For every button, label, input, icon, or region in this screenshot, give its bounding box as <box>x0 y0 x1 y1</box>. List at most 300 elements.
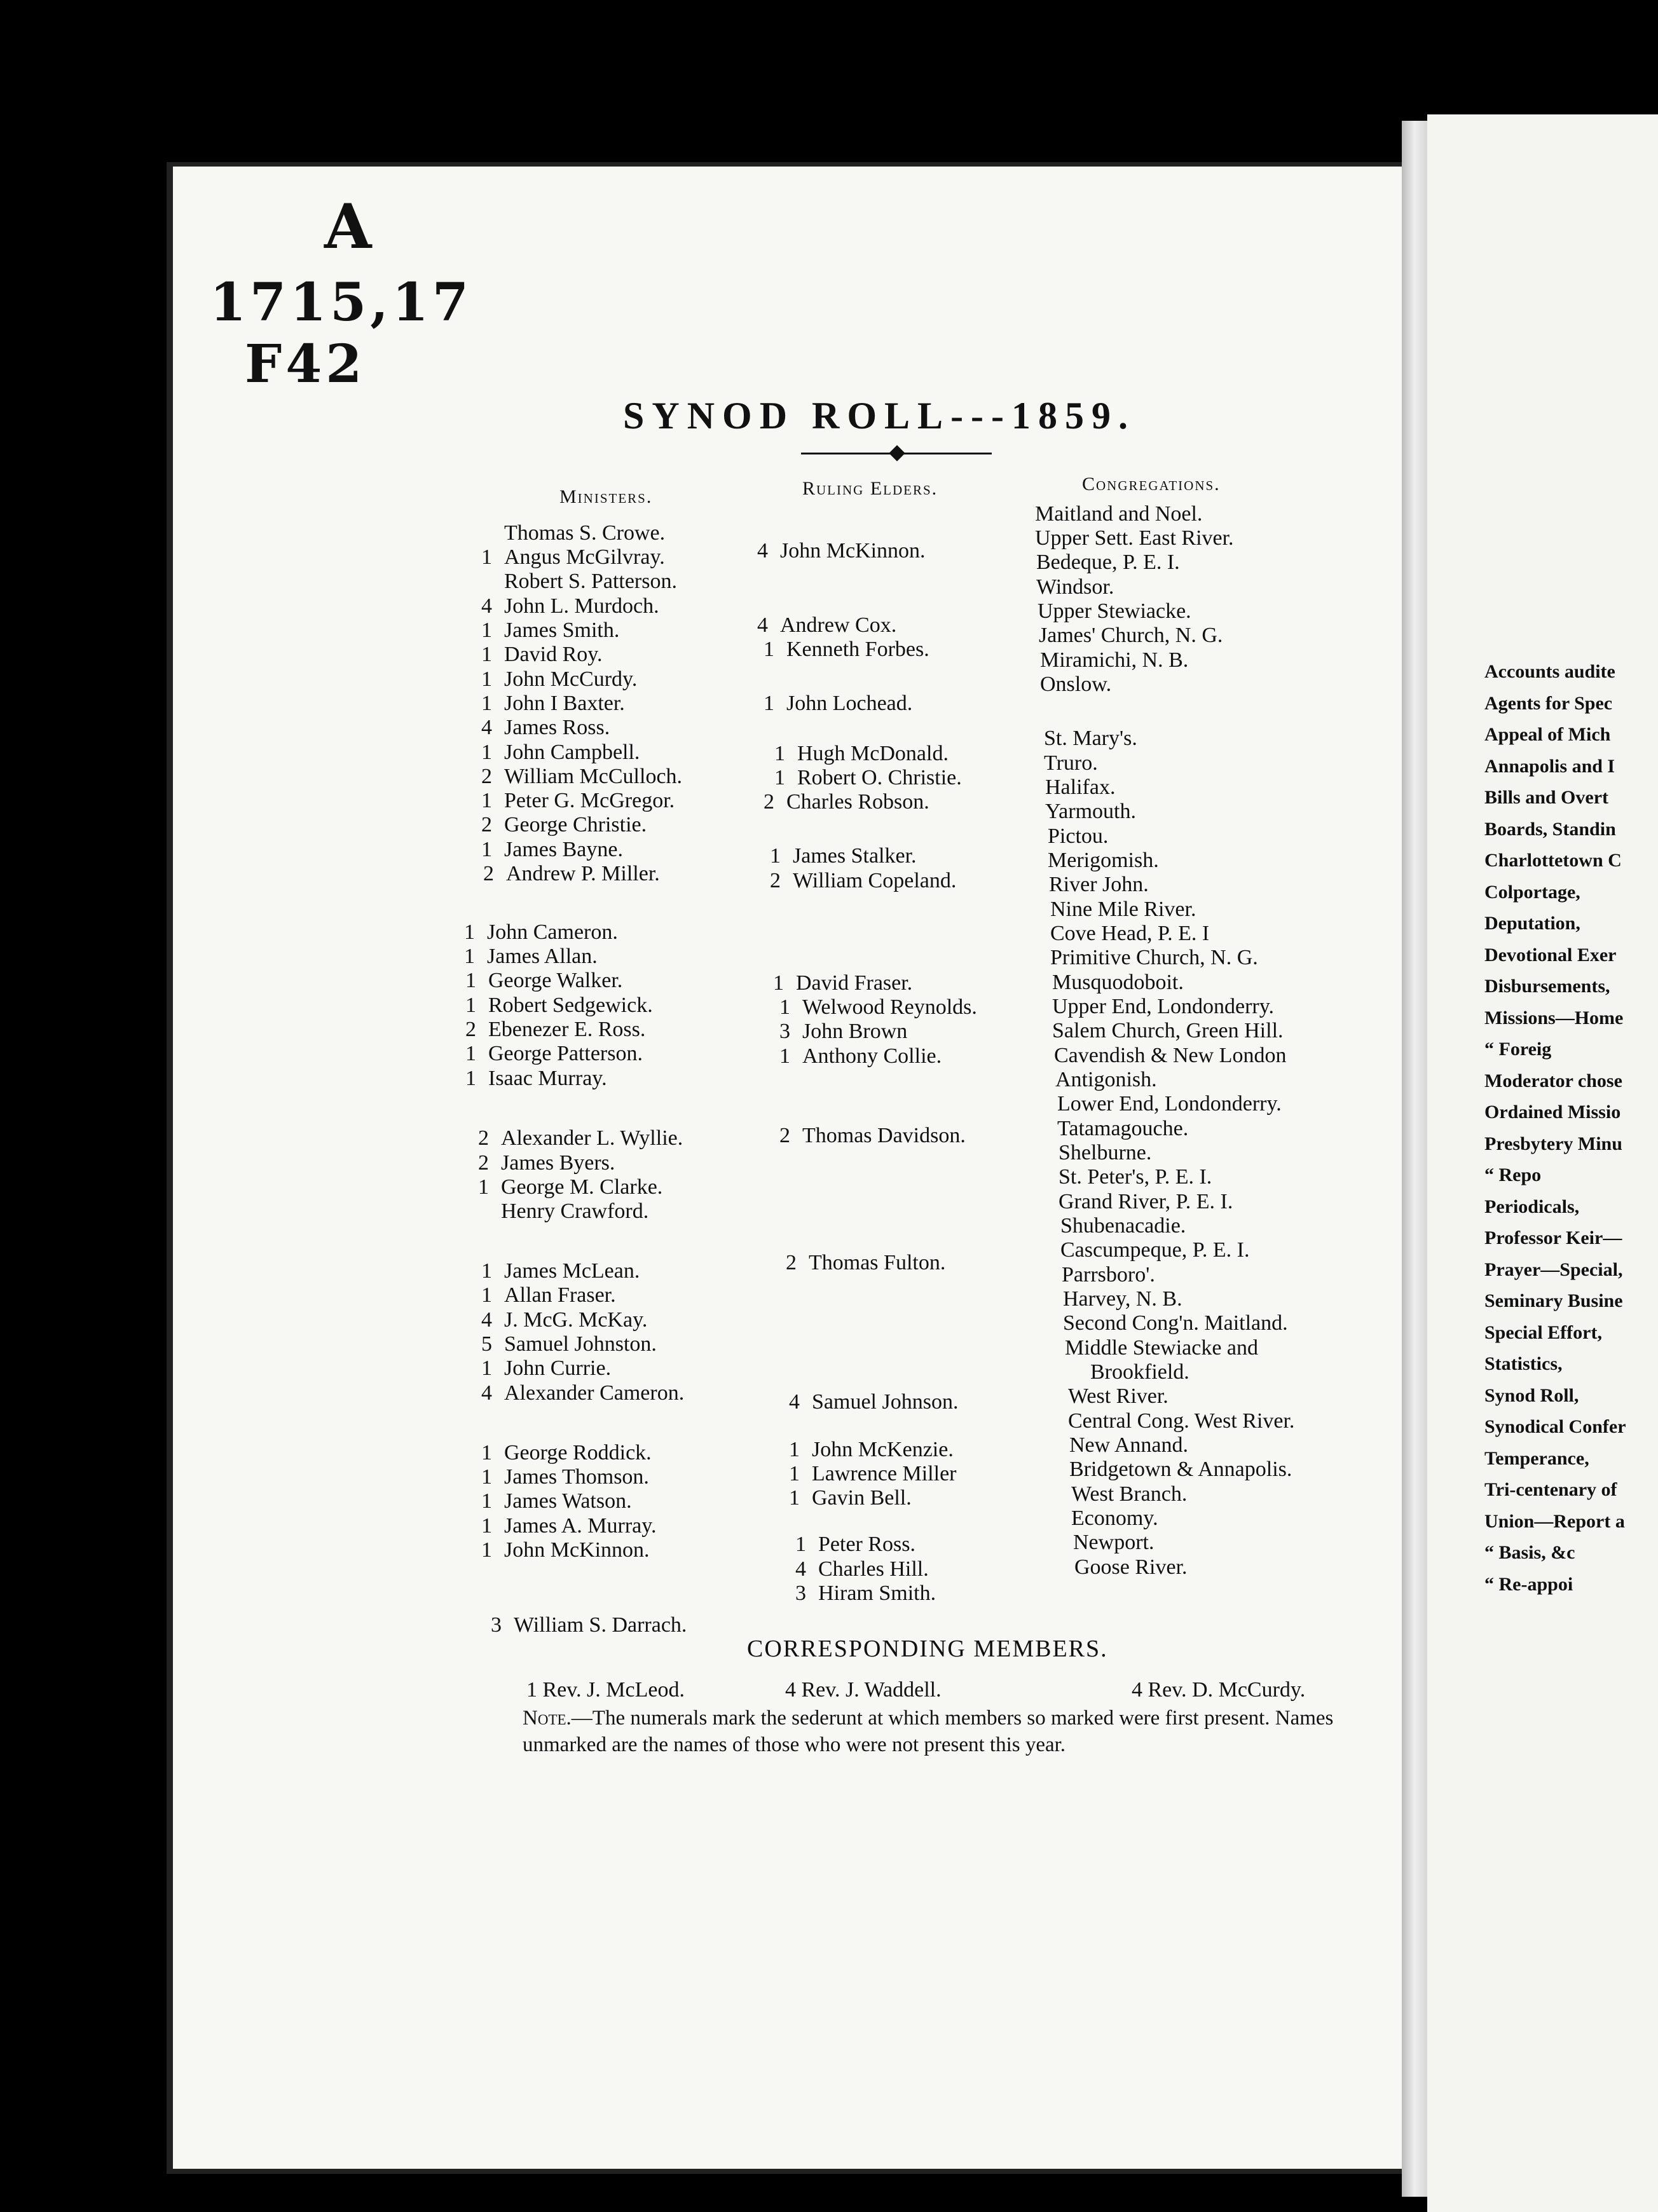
sederunt-number: 2 <box>465 1018 476 1041</box>
elder-entry-text: James Stalker. <box>793 844 917 868</box>
minister-entry <box>481 570 677 594</box>
congregation-entry-text: Harvey, N. B. <box>1063 1287 1182 1311</box>
congregation-entry-text: Halifax. <box>1045 775 1116 799</box>
minister-entry <box>481 1332 657 1356</box>
sederunt-number: 5 <box>481 1332 492 1356</box>
congregation-entry-text: New Annand. <box>1069 1433 1188 1457</box>
index-entry: Deputation, <box>1484 913 1580 934</box>
sederunt-number: 1 <box>481 643 492 666</box>
index-entry: “ Basis, &c <box>1484 1542 1575 1563</box>
congregations-header: Congregations. <box>1082 474 1221 495</box>
congregation-entry-text: Yarmouth. <box>1045 800 1136 823</box>
index-entry: Annapolis and I <box>1484 755 1615 777</box>
minister-entry-text: William S. Darrach. <box>514 1613 687 1637</box>
sederunt-number: 2 <box>478 1151 489 1175</box>
elder-entry-text: Kenneth Forbes. <box>786 638 929 661</box>
minister-entry <box>481 1489 632 1513</box>
congregation-entry-text: Second Cong'n. Maitland. <box>1063 1311 1288 1335</box>
congregation-entry-text: Primitive Church, N. G. <box>1050 946 1258 969</box>
sederunt-number: 1 <box>481 545 492 569</box>
minister-entry-text: James Ross. <box>504 716 610 739</box>
sederunt-number: 1 <box>764 638 774 661</box>
elder-entry-text: Thomas Fulton. <box>809 1251 946 1274</box>
sederunt-number: 1 <box>789 1462 800 1485</box>
congregation-entry <box>1035 502 1202 526</box>
sederunt-number: 1 <box>795 1533 806 1556</box>
sederunt-number: 4 <box>757 613 768 637</box>
congregation-entry <box>1059 1141 1151 1165</box>
sederunt-number: 1 <box>481 1356 492 1380</box>
sederunt-number: 1 <box>481 667 492 691</box>
congregation-entry-text: Cavendish & New London <box>1054 1044 1287 1067</box>
sederunt-number: 1 <box>481 1489 492 1513</box>
elder-entry <box>795 1533 915 1557</box>
congregation-entry <box>1040 672 1111 697</box>
minister-entry <box>481 692 625 716</box>
minister-entry-text: Robert S. Patterson. <box>504 570 677 593</box>
minister-entry-text: George Roddick. <box>504 1441 652 1464</box>
sederunt-number: 1 <box>774 742 785 765</box>
minister-entry <box>481 545 665 570</box>
minister-entry <box>481 1283 616 1307</box>
minister-entry-text: William McCulloch. <box>504 765 683 788</box>
corresponding-member: 4 Rev. J. Waddell. <box>785 1678 942 1702</box>
congregation-entry-text: Newport. <box>1073 1531 1154 1554</box>
minister-entry <box>481 1356 611 1381</box>
sederunt-number: 1 <box>465 1067 476 1090</box>
minister-entry <box>481 618 619 643</box>
index-entry: “ Re-appoi <box>1484 1573 1573 1595</box>
congregation-entry <box>1063 1287 1182 1311</box>
elder-entry-text: Robert O. Christie. <box>797 766 962 789</box>
minister-entry <box>464 920 618 945</box>
index-entry: Boards, Standin <box>1484 818 1616 840</box>
elder-entry <box>764 638 929 662</box>
elder-entry <box>779 1124 966 1148</box>
congregation-entry <box>1057 1092 1282 1116</box>
sederunt-number: 1 <box>465 969 476 992</box>
minister-entry <box>465 1042 643 1066</box>
elder-entry-text: Peter Ross. <box>818 1533 915 1556</box>
congregation-entry-text: Goose River. <box>1074 1555 1188 1579</box>
index-entry: “ Foreig <box>1484 1039 1552 1060</box>
corresponding-member: 1 Rev. J. McLeod. <box>526 1678 685 1702</box>
minister-entry <box>481 1465 649 1489</box>
congregation-entry-text: Maitland and Noel. <box>1035 502 1203 526</box>
sederunt-number: 1 <box>764 692 774 715</box>
index-entry: Bills and Overt <box>1484 787 1609 808</box>
congregation-entry-text: Truro. <box>1044 751 1098 775</box>
minister-entry-text: Allan Fraser. <box>504 1283 616 1307</box>
congregation-entry <box>1068 1409 1294 1433</box>
sederunt-number: 4 <box>481 716 492 739</box>
minister-entry-text: George M. Clarke. <box>501 1175 663 1199</box>
minister-entry <box>481 838 623 862</box>
congregation-entry-text: Grand River, P. E. I. <box>1059 1190 1233 1213</box>
elder-entry <box>786 1251 945 1275</box>
elder-entry <box>764 790 929 814</box>
sederunt-number: 4 <box>795 1557 806 1581</box>
sederunt-number: 4 <box>757 539 768 563</box>
sederunt-number: 1 <box>481 838 492 861</box>
minister-entry-text: John Cameron. <box>487 920 618 944</box>
congregation-entry <box>1074 1555 1188 1580</box>
congregation-entry-text: James' Church, N. G. <box>1039 624 1223 647</box>
elder-entry <box>779 995 977 1020</box>
congregation-entry <box>1052 1019 1284 1043</box>
elder-entry-text: Lawrence Miller <box>812 1462 957 1485</box>
library-stamp-number: 1715,17 <box>210 272 472 333</box>
minister-entry-text: James Smith. <box>504 618 620 642</box>
congregation-entry-text: West Branch. <box>1071 1482 1188 1506</box>
minister-entry <box>464 945 598 969</box>
elders-header: Ruling Elders. <box>802 478 938 499</box>
minister-entry-text: James A. Murray. <box>504 1514 657 1538</box>
elder-entry <box>789 1462 957 1486</box>
sederunt-number: 2 <box>770 869 781 892</box>
congregation-entry <box>1050 946 1258 970</box>
index-entry: Moderator chose <box>1484 1070 1622 1091</box>
library-stamp-code: F42 <box>245 334 366 395</box>
sederunt-number: 3 <box>795 1581 806 1605</box>
minister-entry <box>481 716 610 740</box>
sederunt-number: 4 <box>789 1390 800 1414</box>
elder-entry <box>795 1557 929 1581</box>
elder-entry <box>789 1438 954 1462</box>
minister-entry <box>465 993 653 1018</box>
sederunt-number: 1 <box>465 993 476 1017</box>
sederunt-number: 3 <box>491 1613 502 1637</box>
sederunt-number: 2 <box>764 790 774 814</box>
sederunt-number: 1 <box>481 1283 492 1307</box>
ministers-header: Ministers. <box>559 486 653 507</box>
elder-entry-text: John Lochead. <box>786 692 913 715</box>
elder-entry-text: Hugh McDonald. <box>797 742 949 765</box>
congregation-entry-text: Bridgetown & Annapolis. <box>1069 1458 1292 1481</box>
congregation-entry <box>1062 1263 1155 1287</box>
elder-entry <box>774 742 949 766</box>
minister-entry-text: James Byers. <box>501 1151 615 1175</box>
minister-entry <box>465 969 622 993</box>
congregation-entry-text: Upper Stewiacke. <box>1038 599 1191 623</box>
congregation-entry-text: Shelburne. <box>1059 1141 1152 1164</box>
sederunt-number: 4 <box>481 1308 492 1332</box>
elder-entry <box>779 1020 907 1044</box>
index-entry: Disbursements, <box>1484 976 1610 997</box>
congregation-entry <box>1052 995 1274 1019</box>
index-entry: Tri-centenary of <box>1484 1479 1617 1500</box>
minister-entry <box>481 1514 657 1538</box>
footnote <box>523 1705 1362 1758</box>
congregation-entry <box>1060 1238 1249 1262</box>
elder-entry <box>789 1486 912 1510</box>
sederunt-number: 1 <box>464 920 475 944</box>
congregation-entry <box>1038 599 1191 624</box>
congregation-entry <box>1048 824 1108 849</box>
congregation-entry <box>1048 849 1159 873</box>
congregation-entry <box>1054 1044 1286 1068</box>
congregation-entry <box>1069 1433 1188 1458</box>
minister-entry <box>481 1381 684 1405</box>
congregation-entry <box>1060 1214 1186 1238</box>
congregation-entry-text: Brookfield. <box>1090 1360 1189 1384</box>
elder-entry-text: David Fraser. <box>796 971 913 995</box>
index-entry: Accounts audite <box>1484 661 1615 682</box>
minister-entry <box>481 1308 647 1332</box>
minister-entry-text: Peter G. McGregor. <box>504 789 675 812</box>
elder-entry <box>770 844 917 868</box>
congregation-entry-text: St. Mary's. <box>1044 727 1137 750</box>
minister-entry <box>491 1613 687 1637</box>
sederunt-number: 1 <box>481 1465 492 1489</box>
sederunt-number: 4 <box>481 594 492 618</box>
congregation-entry <box>1044 727 1137 751</box>
facing-page <box>1427 114 1658 2212</box>
minister-entry-text: James Thomson. <box>504 1465 649 1489</box>
sederunt-number: 1 <box>481 1259 492 1283</box>
congregation-entry-text: Upper End, Londonderry. <box>1052 995 1275 1018</box>
sederunt-number: 1 <box>481 618 492 642</box>
congregation-entry <box>1065 1336 1258 1360</box>
index-entry: Periodicals, <box>1484 1196 1580 1217</box>
elder-entry <box>770 869 956 893</box>
index-entry: Missions—Home <box>1484 1007 1624 1028</box>
elder-entry-text: Samuel Johnson. <box>812 1390 959 1414</box>
sederunt-number: 1 <box>481 1514 492 1538</box>
congregation-entry <box>1057 1117 1188 1141</box>
sederunt-number: 4 <box>481 1381 492 1405</box>
sederunt-number: 3 <box>779 1020 790 1043</box>
elder-entry-text: Anthony Collie. <box>802 1044 942 1068</box>
document-page <box>173 167 1419 2169</box>
minister-entry <box>481 1259 640 1283</box>
minister-entry-text: James Allan. <box>487 945 598 968</box>
index-entry: Professor Keir— <box>1484 1227 1622 1248</box>
elder-entry-text: Hiram Smith. <box>818 1581 936 1605</box>
elder-entry <box>795 1581 936 1606</box>
congregation-entry <box>1059 1165 1212 1189</box>
minister-entry-text: John L. Murdoch. <box>504 594 659 618</box>
index-entry: Charlottetown C <box>1484 850 1622 871</box>
congregation-entry-text: Middle Stewiacke and <box>1065 1336 1259 1360</box>
minister-entry-text: Ebenezer E. Ross. <box>488 1018 646 1041</box>
congregation-entry <box>1045 800 1136 824</box>
congregation-entry-text: Merigomish. <box>1048 849 1159 872</box>
congregation-entry-text: West River. <box>1068 1384 1168 1408</box>
index-entry: Synod Roll, <box>1484 1384 1579 1406</box>
index-entry: Devotional Exer <box>1484 944 1617 966</box>
elder-entry-text: Welwood Reynolds. <box>802 995 977 1019</box>
congregation-entry <box>1036 550 1180 575</box>
index-entry: Special Effort, <box>1484 1321 1602 1343</box>
congregation-entry-text: Central Cong. West River. <box>1068 1409 1295 1433</box>
sederunt-number: 1 <box>464 945 475 968</box>
sederunt-number: 1 <box>770 844 781 868</box>
library-stamp-letter: A <box>324 191 372 263</box>
page-title: SYNOD ROLL---1859. <box>623 395 1136 437</box>
congregation-entry-text: Nine Mile River. <box>1050 898 1196 921</box>
sederunt-number: 1 <box>773 971 784 995</box>
minister-entry <box>481 789 675 813</box>
congregation-entry <box>1071 1506 1158 1531</box>
congregation-entry-text: Upper Sett. East River. <box>1035 526 1234 550</box>
minister-entry <box>478 1151 615 1175</box>
sederunt-number: 1 <box>789 1438 800 1461</box>
index-entry: Temperance, <box>1484 1447 1589 1469</box>
sederunt-number: 2 <box>483 862 494 885</box>
congregation-entry-text: River John. <box>1049 873 1149 896</box>
sederunt-number: 1 <box>774 766 785 789</box>
minister-entry <box>478 1199 648 1224</box>
sederunt-number: 1 <box>478 1175 489 1199</box>
elder-entry-text: John Brown <box>802 1020 908 1043</box>
minister-entry-text: James McLean. <box>504 1259 640 1283</box>
congregation-entry-text: Miramichi, N. B. <box>1040 648 1189 672</box>
minister-entry-text: George Patterson. <box>488 1042 643 1065</box>
minister-entry <box>481 594 659 618</box>
congregation-entry-text: Antigonish. <box>1055 1068 1157 1091</box>
congregation-entry-text: St. Peter's, P. E. I. <box>1059 1165 1212 1189</box>
minister-entry <box>465 1018 645 1042</box>
minister-entry-text: John McKinnon. <box>504 1538 650 1562</box>
minister-entry-text: John McCurdy. <box>504 667 638 691</box>
minister-entry <box>481 1538 650 1562</box>
minister-entry-text: John Currie. <box>504 1356 612 1380</box>
sederunt-number: 1 <box>481 789 492 812</box>
index-entry: Prayer—Special, <box>1484 1259 1623 1280</box>
elder-entry-text: Gavin Bell. <box>812 1486 912 1510</box>
index-entry: “ Repo <box>1484 1164 1542 1185</box>
index-entry: Presbytery Minu <box>1484 1133 1622 1154</box>
congregation-entry <box>1059 1190 1233 1214</box>
index-entry: Seminary Busine <box>1484 1290 1623 1311</box>
minister-entry-text: J. McG. McKay. <box>504 1308 648 1332</box>
congregation-entry <box>1035 526 1234 550</box>
minister-entry-text: James Bayne. <box>504 838 623 861</box>
sederunt-number: 2 <box>481 765 492 788</box>
sederunt-number: 2 <box>786 1251 797 1274</box>
minister-entry-text: Angus McGilvray. <box>504 545 665 569</box>
minister-entry-text: David Roy. <box>504 643 603 666</box>
elder-entry-text: Charles Robson. <box>786 790 929 814</box>
elder-entry-text: John McKinnon. <box>780 539 926 563</box>
minister-entry <box>478 1126 683 1150</box>
index-entry: Appeal of Mich <box>1484 724 1611 745</box>
congregation-entry-text: Economy. <box>1071 1506 1158 1530</box>
congregation-entry-text: Musquodoboit. <box>1052 971 1184 994</box>
minister-entry <box>481 741 640 765</box>
minister-entry <box>481 765 682 789</box>
sederunt-number: 2 <box>478 1126 489 1150</box>
elder-entry-text: John McKenzie. <box>812 1438 954 1461</box>
index-entry: Agents for Spec <box>1484 692 1613 714</box>
footnote-label: Note. <box>523 1707 572 1730</box>
congregation-entry <box>1071 1482 1187 1506</box>
minister-entry-text: Thomas S. Crowe. <box>504 521 666 545</box>
index-entry: Ordained Missio <box>1484 1102 1621 1123</box>
index-entry: Statistics, <box>1484 1353 1563 1374</box>
minister-entry-text: John I Baxter. <box>504 692 625 715</box>
index-entry: Union—Report a <box>1484 1510 1625 1532</box>
sederunt-number: 1 <box>779 995 790 1019</box>
elder-entry <box>773 971 912 995</box>
minister-entry-text: Samuel Johnston. <box>504 1332 657 1356</box>
sederunt-number: 1 <box>779 1044 790 1068</box>
elder-entry <box>789 1390 958 1414</box>
congregation-entry-text: Onslow. <box>1040 672 1112 696</box>
congregation-entry <box>1040 648 1188 672</box>
minister-entry <box>481 1441 652 1465</box>
congregation-entry-text: Cove Head, P. E. I <box>1050 922 1210 945</box>
congregation-entry <box>1069 1458 1292 1482</box>
congregation-entry <box>1052 971 1184 995</box>
congregation-entry-text: Shubenacadie. <box>1060 1214 1186 1238</box>
congregation-entry <box>1049 873 1149 897</box>
footnote-text: —The numerals mark the sederunt at which members so marked were first present. Names unmarked are the names of those who were not present this year. <box>523 1707 1334 1756</box>
sederunt-number: 1 <box>481 1441 492 1464</box>
minister-entry <box>481 643 603 667</box>
congregation-entry <box>1050 898 1196 922</box>
corresponding-member: 4 Rev. D. McCurdy. <box>1132 1678 1306 1702</box>
minister-entry <box>481 667 637 692</box>
minister-entry-text: James Watson. <box>504 1489 632 1513</box>
minister-entry-text: Alexander Cameron. <box>504 1381 685 1405</box>
corresponding-members-heading: CORRESPONDING MEMBERS. <box>747 1635 1108 1662</box>
minister-entry-text: Alexander L. Wyllie. <box>501 1126 683 1150</box>
sederunt-number: 1 <box>481 741 492 764</box>
congregation-entry-text: Cascumpeque, P. E. I. <box>1060 1238 1250 1262</box>
elder-entry-text: Thomas Davidson. <box>802 1124 966 1147</box>
congregation-entry-text: Windsor. <box>1036 575 1114 599</box>
congregation-entry <box>1045 775 1115 800</box>
elder-entry-text: Andrew Cox. <box>780 613 897 637</box>
sederunt-number: 1 <box>789 1486 800 1510</box>
congregation-entry <box>1036 575 1114 599</box>
minister-entry <box>481 813 647 837</box>
minister-entry <box>465 1067 607 1091</box>
elder-entry <box>757 539 926 563</box>
sederunt-number: 1 <box>465 1042 476 1065</box>
elder-entry <box>764 692 912 716</box>
minister-entry-text: John Campbell. <box>504 741 640 764</box>
sederunt-number: 2 <box>779 1124 790 1147</box>
sederunt-number: 1 <box>481 692 492 715</box>
congregation-entry <box>1055 1068 1157 1092</box>
congregation-entry <box>1073 1531 1154 1555</box>
congregation-entry-text: Pictou. <box>1048 824 1109 848</box>
elder-entry <box>779 1044 942 1068</box>
elder-entry-text: Charles Hill. <box>818 1557 929 1581</box>
congregation-entry-text: Tatamagouche. <box>1057 1117 1189 1140</box>
congregation-entry <box>1063 1311 1288 1335</box>
elder-entry <box>757 613 896 638</box>
elder-entry <box>774 766 962 790</box>
index-entry: Synodical Confer <box>1484 1416 1626 1437</box>
minister-entry-text: Henry Crawford. <box>501 1199 649 1223</box>
minister-entry-text: Isaac Murray. <box>488 1067 607 1090</box>
congregation-entry <box>1090 1360 1189 1384</box>
elder-entry-text: William Copeland. <box>793 869 957 892</box>
congregation-entry <box>1044 751 1098 775</box>
minister-entry-text: George Walker. <box>488 969 623 992</box>
minister-entry <box>478 1175 662 1199</box>
congregation-entry-text: Bedeque, P. E. I. <box>1036 550 1180 574</box>
index-entry: Colportage, <box>1484 881 1580 903</box>
minister-entry-text: Andrew P. Miller. <box>506 862 660 885</box>
minister-entry <box>481 521 665 545</box>
minister-entry <box>483 862 660 886</box>
congregation-entry-text: Parrsboro'. <box>1062 1263 1155 1287</box>
